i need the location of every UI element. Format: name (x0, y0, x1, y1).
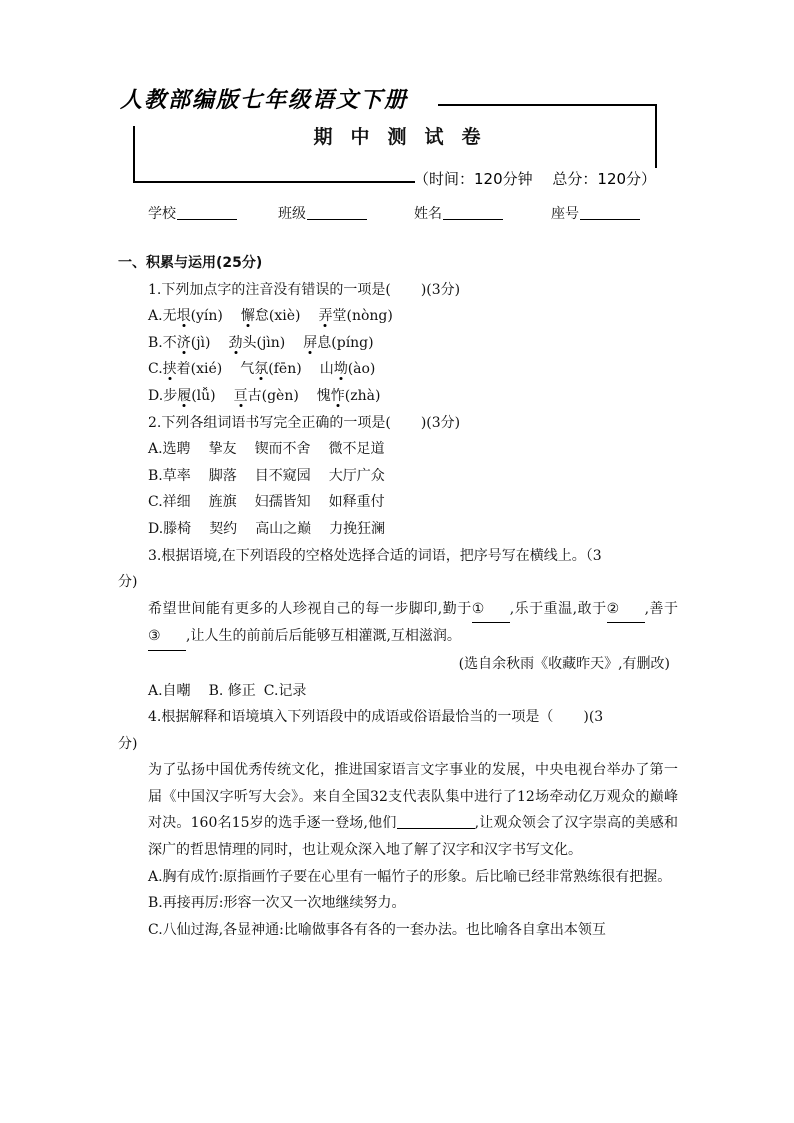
q4-stem-cont: 分) (118, 735, 138, 752)
class-label: 班级 (278, 206, 306, 222)
q1-option-b[interactable]: B.不济(jì) 劲头(jìn) 屏息(píng) (148, 334, 374, 351)
q4-blank[interactable] (397, 814, 475, 829)
q4-passage: 为了弘扬中国优秀传统文化，推进国家语言文字事业的发展，中央电视台举办了第一届《中国汉字听写大会》。来自全国32支代表队集中进行了12场牵动亿万观众的巅峰对决。160名15岁的选手逐一登场,他们 ,让观众领会了汉字崇高的美感和深广的哲思情理的同时，也让观众深入地了解了汉字和汉字书写文化。 (148, 762, 678, 859)
frame-bottom-line (133, 181, 415, 183)
q4-option-c[interactable]: C.八仙过海,各显神通:比喻做事各有各的一套办法。也比喻各自拿出本领互 (148, 921, 606, 938)
q2-option-d[interactable]: D.滕椅 契约 高山之巅 力挽狂澜 (148, 520, 386, 537)
q1-option-c[interactable]: C.挟着(xié) 气氛(fēn) 山坳(ào) (148, 361, 376, 378)
class-blank[interactable] (307, 205, 367, 220)
q3-source: (选自余秋雨《收藏昨天》,有删改) (458, 655, 670, 672)
q3-blank-1[interactable]: ① (472, 596, 510, 624)
series-title: 人教部编版七年级语文下册 (120, 88, 409, 113)
q1-option-d[interactable]: D.步履(lǚ) 亘古(gèn) 愧怍(zhà) (148, 387, 381, 404)
seat-field[interactable] (551, 203, 640, 223)
class-field[interactable] (278, 203, 367, 223)
time-info: （时间：120分钟 总分：120分） (414, 170, 657, 188)
school-field[interactable] (148, 203, 237, 223)
q3-stem: 3.根据语境,在下列语段的空格处选择合适的词语，把序号写在横线上。（3 (148, 547, 602, 564)
section-heading: 一、积累与运用(25分) (118, 255, 263, 271)
exam-content (118, 250, 678, 943)
q3-blank-3[interactable]: ③ (148, 623, 186, 651)
q4-option-b[interactable]: B.再接再厉:形容一次又一次地继续努力。 (148, 895, 406, 912)
name-label: 姓名 (414, 206, 442, 222)
exam-name: 期中测试卷 (313, 126, 499, 148)
q4-stem: 4.根据解释和语境填入下列语段中的成语或俗语最恰当的一项是（ )(3 (148, 709, 604, 726)
name-field[interactable] (414, 203, 503, 223)
q2-option-c[interactable]: C.祥细 旌旗 妇孺皆知 如释重付 (148, 494, 385, 511)
school-label: 学校 (148, 206, 176, 222)
q2-stem: 2.下列各组词语书写完全正确的一项是( )(3分) (148, 414, 461, 431)
q1-option-a[interactable]: A.无垠(yín) 懈怠(xiè) 弄堂(nòng) (148, 308, 393, 325)
q3-stem-cont: 分) (118, 574, 138, 591)
q4-option-a[interactable]: A.胸有成竹:原指画竹子要在心里有一幅竹子的形象。后比喻已经非常熟练很有把握。 (148, 868, 672, 885)
q3-blank-2[interactable]: ② (607, 596, 645, 624)
q3-options[interactable]: A.自嘲 B. 修正 C.记录 (148, 682, 307, 699)
seat-blank[interactable] (580, 205, 640, 220)
q1-stem: 1.下列加点字的注音没有错误的一项是( )(3分) (148, 281, 461, 298)
name-blank[interactable] (443, 205, 503, 220)
q3-passage: 希望世间能有更多的人珍视自己的每一步脚印,勤于① ,乐于重温,敢于② ,善于③ ,让人生的前前后后能够互相灌溉,互相滋润。 (118, 596, 678, 651)
school-blank[interactable] (177, 205, 237, 220)
title-underline (438, 104, 656, 106)
q2-option-b[interactable]: B.草率 脚落 目不窥园 大厅广众 (148, 467, 385, 484)
q2-option-a[interactable]: A.选聘 挚友 锲而不舍 微不足道 (148, 441, 385, 458)
seat-label: 座号 (551, 206, 579, 222)
